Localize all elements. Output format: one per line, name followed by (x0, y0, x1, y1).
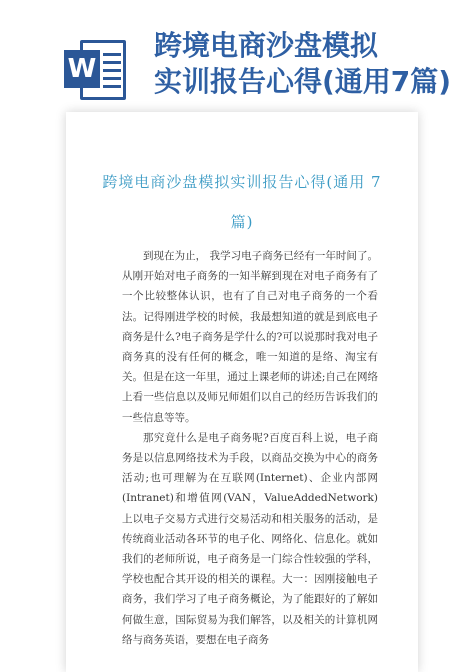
doc-line (103, 69, 121, 72)
doc-line (103, 61, 121, 64)
doc-line (103, 85, 121, 88)
word-doc-icon (58, 36, 128, 104)
page-title (154, 28, 472, 100)
body-paragraph: 到现在为止， 我学习电子商务已经有一年时间了。从刚开始对电子商务的一知半解到现在对电子商务有了一个比较整体认识，也有了自己对电子商务的一个看法。记得刚进学校的时候，我最想知道的就是到底电子商务是什么?电子商务是学什么的?可以说那时我对电子商务真的没有任何的概念，唯一知道的是络、淘宝有关。但是在这一年里，通过上课老师的讲述;自己在网络上看一些信息以及师兄师姐们以自己的经历告诉我们的一些信息等等。 (122, 250, 378, 424)
word-letter-tile: W (64, 50, 100, 88)
doc-line (103, 77, 121, 80)
document-title-line1: 跨境电商沙盘模拟实训报告心得(通用 7 (102, 173, 382, 191)
doc-line (103, 53, 121, 56)
document-title-line2: 篇) (230, 213, 254, 231)
document-body (122, 246, 378, 650)
document-title (66, 162, 418, 242)
body-paragraph: 那究竟什么是电子商务呢?百度百科上说，电子商务是以信息网络技术为手段，以商品交换为中心的商务活动;也可理解为在互联网(Internet)、企业内部网(Intranet)和增值网(VAN，ValueAddedNetwork)上以电子交易方式进行交易活动和相关服务的活动，是传统商业活动各环节的电子化、网络化、信息化。就如我们的老师所说，电子商务是一门综合性较强的学科，学校也配合其开设的相关的课程。大一：因刚接触电子商务，我们学习了电子商务概论，为了能跟好的了解如何做生意，国际贸易为我们解答，以及相关的计算机网络与商务英语，要想在电子商务 (122, 431, 378, 646)
document-sheet (66, 112, 418, 672)
page-title-line1: 跨境电商沙盘模拟 (154, 29, 379, 62)
page-title-line2: 实训报告心得(通用7篇) (154, 65, 452, 98)
